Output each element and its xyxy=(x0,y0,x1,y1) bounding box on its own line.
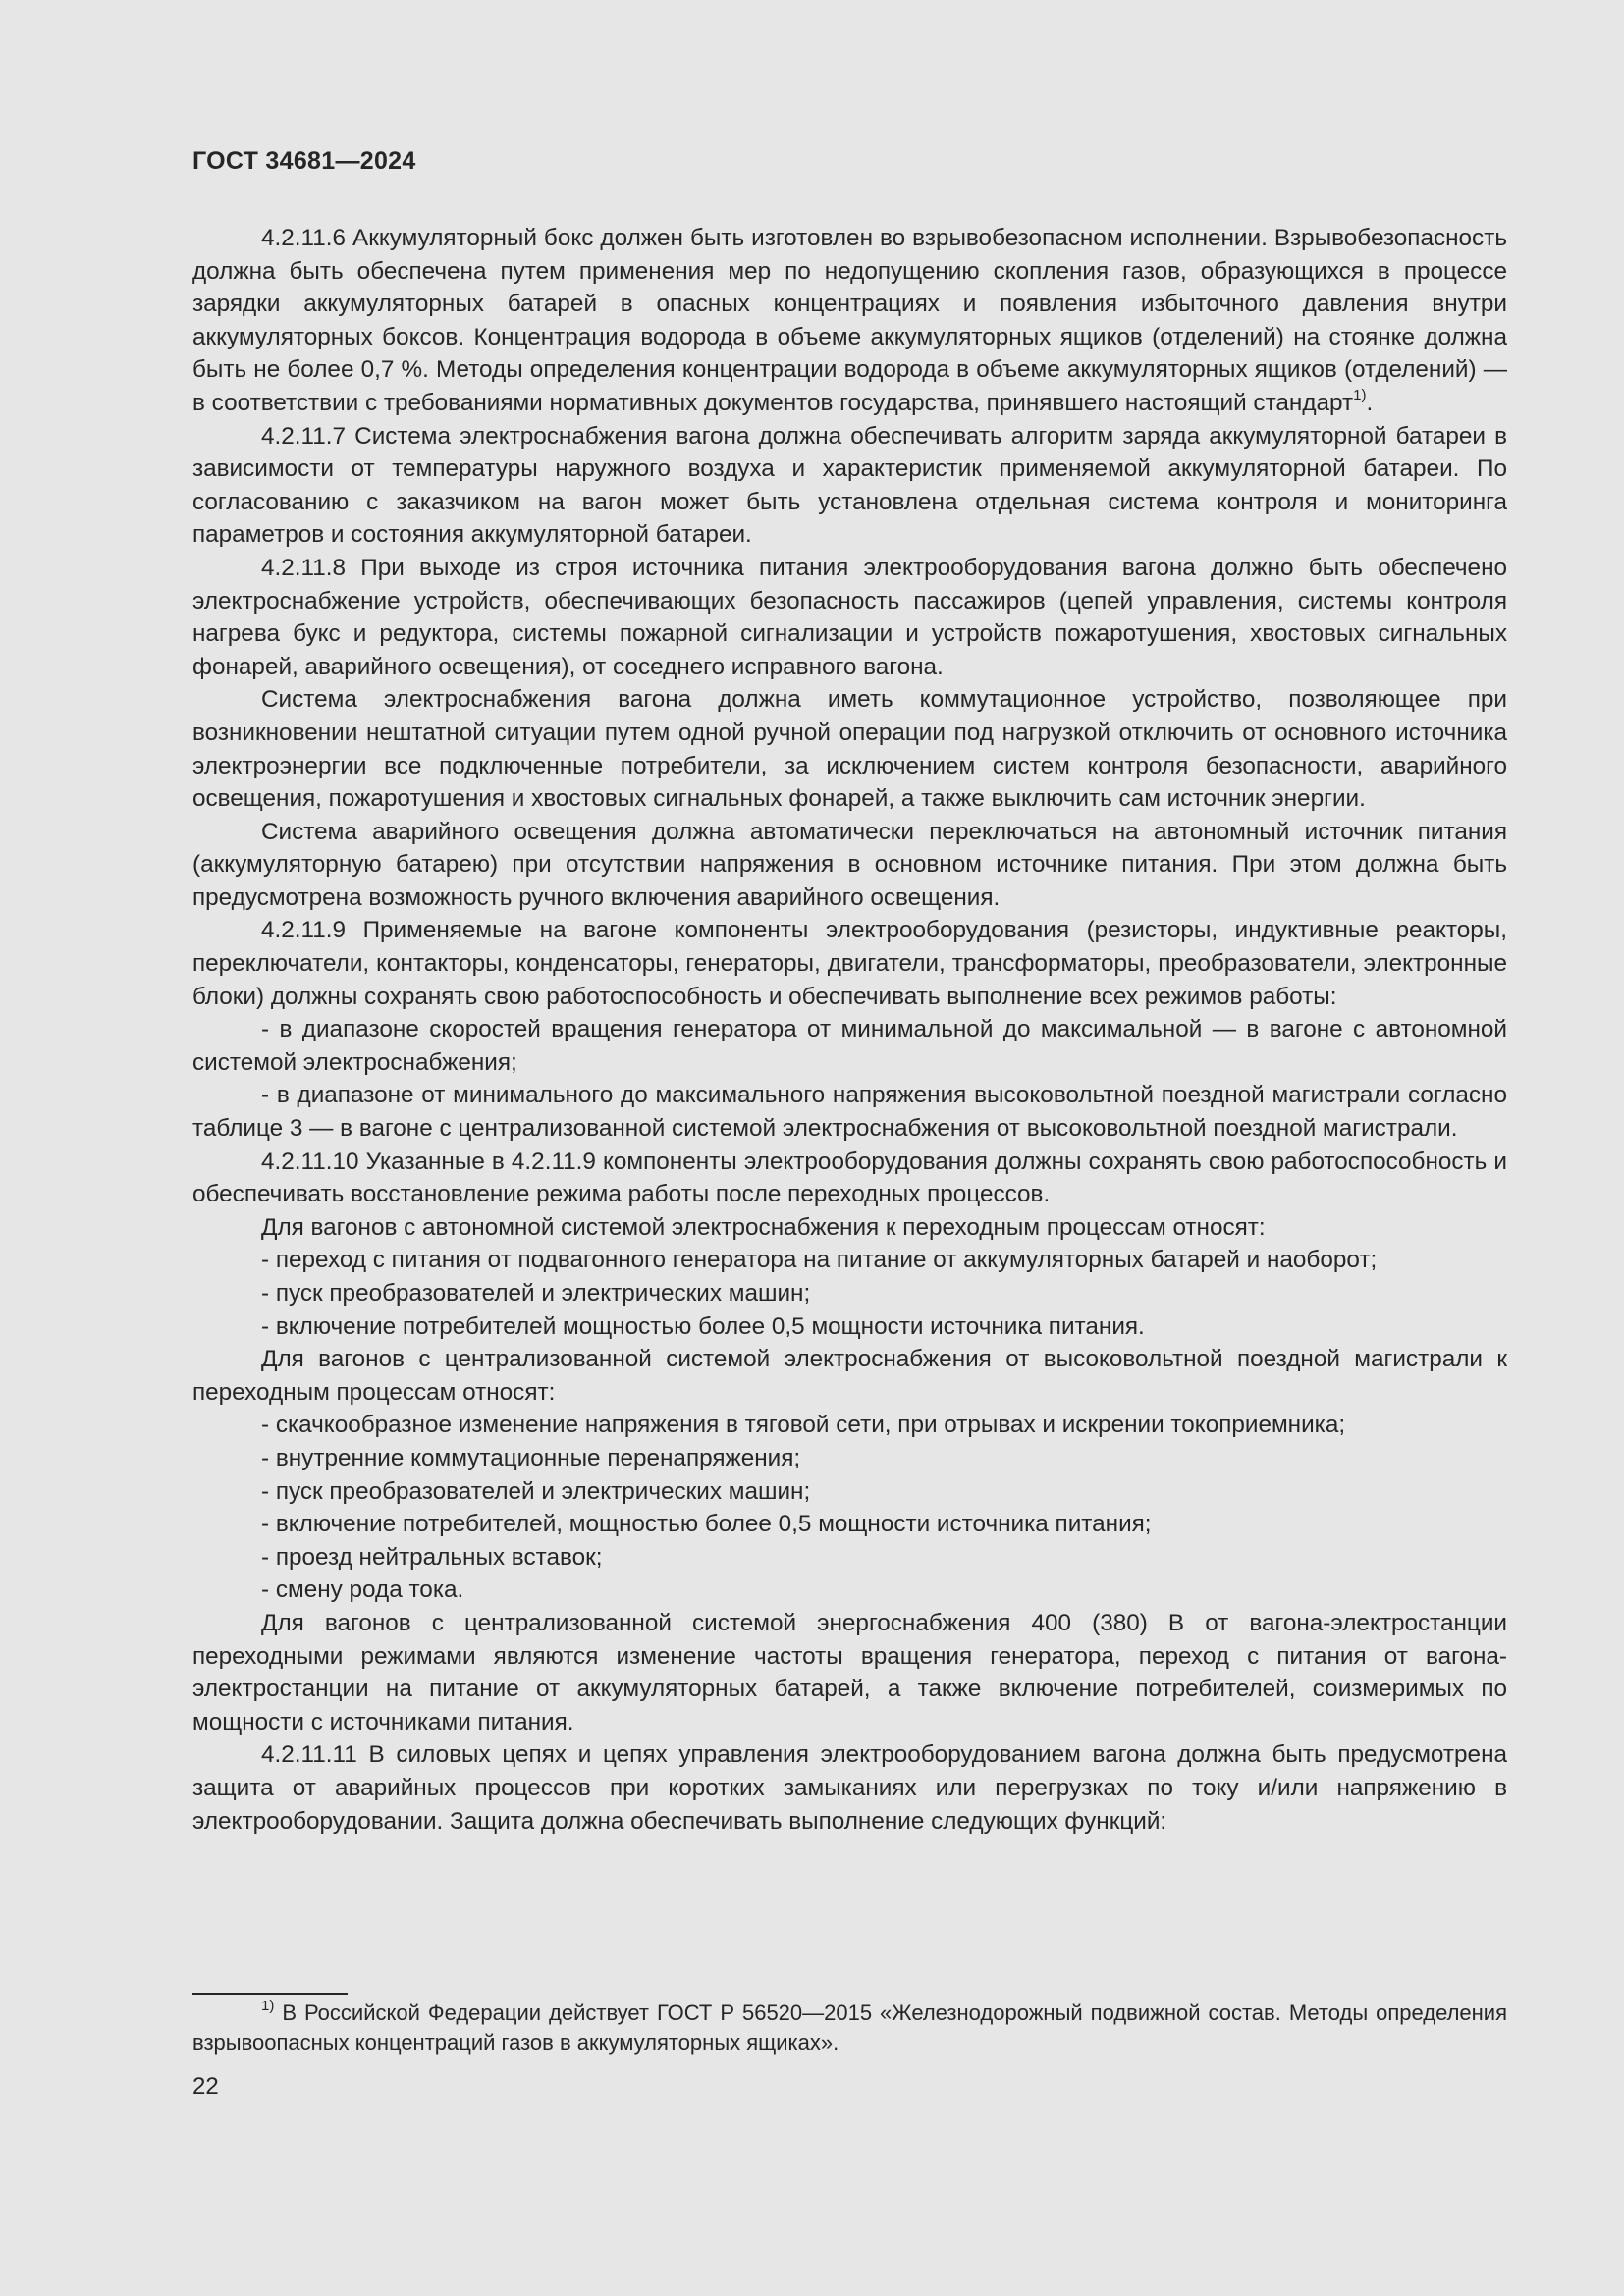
list-item: - смену рода тока. xyxy=(261,1576,464,1604)
list-item: - пуск преобразователей и электрических машин; xyxy=(261,1280,811,1307)
list-item: - включение потребителей мощностью более 0,5 мощности источника питания. xyxy=(261,1312,1145,1340)
list-item: - включение потребителей, мощностью более 0,5 мощности источника питания; xyxy=(261,1511,1152,1538)
list-item: - в диапазоне скоростей вращения генератора от минимальной до максимальной — в вагоне с автономной системой электроснабжения; xyxy=(192,1016,1507,1076)
list-item: - пуск преобразователей и электрических машин; xyxy=(261,1477,811,1505)
paragraph-4-2-11-9: 4.2.11.9 Применяемые на вагоне компоненты электрооборудования (резисторы, индуктивные реакторы, переключатели, контакторы, конденсаторы, генераторы, двигатели, трансформаторы, преобразователи, электронные блоки) должны сохранять свою работоспособность и обеспечивать выполнение всех режимов работы: xyxy=(192,917,1507,1010)
paragraph-4-2-11-6 xyxy=(192,222,1507,420)
paragraph-text: 4.2.11.6 Аккумуляторный бокс должен быть изготовлен во взрывобезопасном исполнении. Взрывобезопасность должна быть обеспечена путем применения мер по недопущению скопления газов, образующихся в процессе зарядки аккумуляторных батарей в опасных концентрациях и появления избыточного давления внутри аккумуляторных боксов. Концентрация водорода в объеме аккумуляторных ящиков (отделений) на стоянке должна быть не более 0,7 %. Методы определения концентрации водорода в объеме аккумуляторных ящиков (отделений) — в соответствии с требованиями нормативных документов государства, принявшего настоящий стандарт xyxy=(192,225,1507,416)
paragraph-end: . xyxy=(1366,389,1374,416)
list-item: - в диапазоне от минимального до максимального напряжения высоковольтной поездной магистрали согласно таблице 3 — в вагоне с централизованной системой электроснабжения от высоковольтной поездной магистрали. xyxy=(192,1082,1507,1143)
paragraph-centralized-intro: Для вагонов с централизованной системой электроснабжения от высоковольтной поездной магистрали к переходным процессам относят: xyxy=(192,1346,1507,1406)
footnote-divider xyxy=(192,1993,348,1995)
footnote-ref[interactable]: 1) xyxy=(1353,386,1367,403)
paragraph-emergency-lighting: Система аварийного освещения должна автоматически переключаться на автономный источник питания (аккумуляторную батарею) при отсутствии напряжения в основном источнике питания. При этом должна быть предусмотрена возможность ручного включения аварийного освещения. xyxy=(192,818,1507,911)
footnote xyxy=(192,1999,1507,2057)
list-item: - скачкообразное изменение напряжения в тяговой сети, при отрывах и искрении токоприемника; xyxy=(261,1412,1346,1439)
list-item: - переход с питания от подвагонного генератора на питание от аккумуляторных батарей и наоборот; xyxy=(261,1247,1378,1274)
paragraph-autonomous-intro: Для вагонов с автономной системой электроснабжения к переходным процессам относят: xyxy=(261,1213,1266,1241)
paragraph-4-2-11-10: 4.2.11.10 Указанные в 4.2.11.9 компоненты электрооборудования должны сохранять свою работоспособность и обеспечивать восстановление режима работы после переходных процессов. xyxy=(192,1148,1507,1208)
list-item: - проезд нейтральных вставок; xyxy=(261,1543,603,1571)
paragraph-4-2-11-8: 4.2.11.8 При выходе из строя источника питания электрооборудования вагона должно быть обеспечено электроснабжение устройств, обеспечивающих безопасность пассажиров (цепей управления, системы контроля нагрева букс и редуктора, системы пожарной сигнализации и устройств пожаротушения, хвостовых сигнальных фонарей, аварийного освещения), от соседнего исправного вагона. xyxy=(192,554,1507,680)
footnote-marker: 1) xyxy=(261,1997,275,2014)
document-header: ГОСТ 34681—2024 xyxy=(192,147,416,175)
footnote-paragraph xyxy=(192,1999,1507,2057)
paragraph-4-2-11-11: 4.2.11.11 В силовых цепях и цепях управления электрооборудованием вагона должна быть предусмотрена защита от аварийных процессов при коротких замыканиях или перегрузках по току и/или напряжению в электрооборудовании. Защита должна обеспечивать выполнение следующих функций: xyxy=(192,1741,1507,1835)
body-text xyxy=(192,222,1507,1838)
footnote-text: В Российской Федерации действует ГОСТ Р 56520—2015 «Железнодорожный подвижной состав. Методы определения взрывоопасных концентраций газов в аккумуляторных ящиках». xyxy=(192,2001,1507,2055)
list-item: - внутренние коммутационные перенапряжения; xyxy=(261,1444,801,1471)
paragraph-400v-transients: Для вагонов с централизованной системой энергоснабжения 400 (380) В от вагона-электростанции переходными режимами являются изменение частоты вращения генератора, переход с питания от вагона-электростанции на питание от аккумуляторных батарей, а также включение потребителей, соизмеримых по мощности с источниками питания. xyxy=(192,1609,1507,1735)
paragraph-4-2-11-7: 4.2.11.7 Система электроснабжения вагона должна обеспечивать алгоритм заряда аккумуляторной батареи в зависимости от температуры наружного воздуха и характеристик применяемой аккумуляторной батареи. По согласованию с заказчиком на вагон может быть установлена отдельная система контроля и мониторинга параметров и состояния аккумуляторной батареи. xyxy=(192,422,1507,549)
paragraph-switching-device: Система электроснабжения вагона должна иметь коммутационное устройство, позволяющее при возникновении нештатной ситуации путем одной ручной операции под нагрузкой отключить от основного источника электроэнергии все подключенные потребители, за исключением систем контроля безопасности, аварийного освещения, пожаротушения и хвостовых сигнальных фонарей, а также выключить сам источник энергии. xyxy=(192,686,1507,813)
page-number: 22 xyxy=(192,2073,219,2100)
